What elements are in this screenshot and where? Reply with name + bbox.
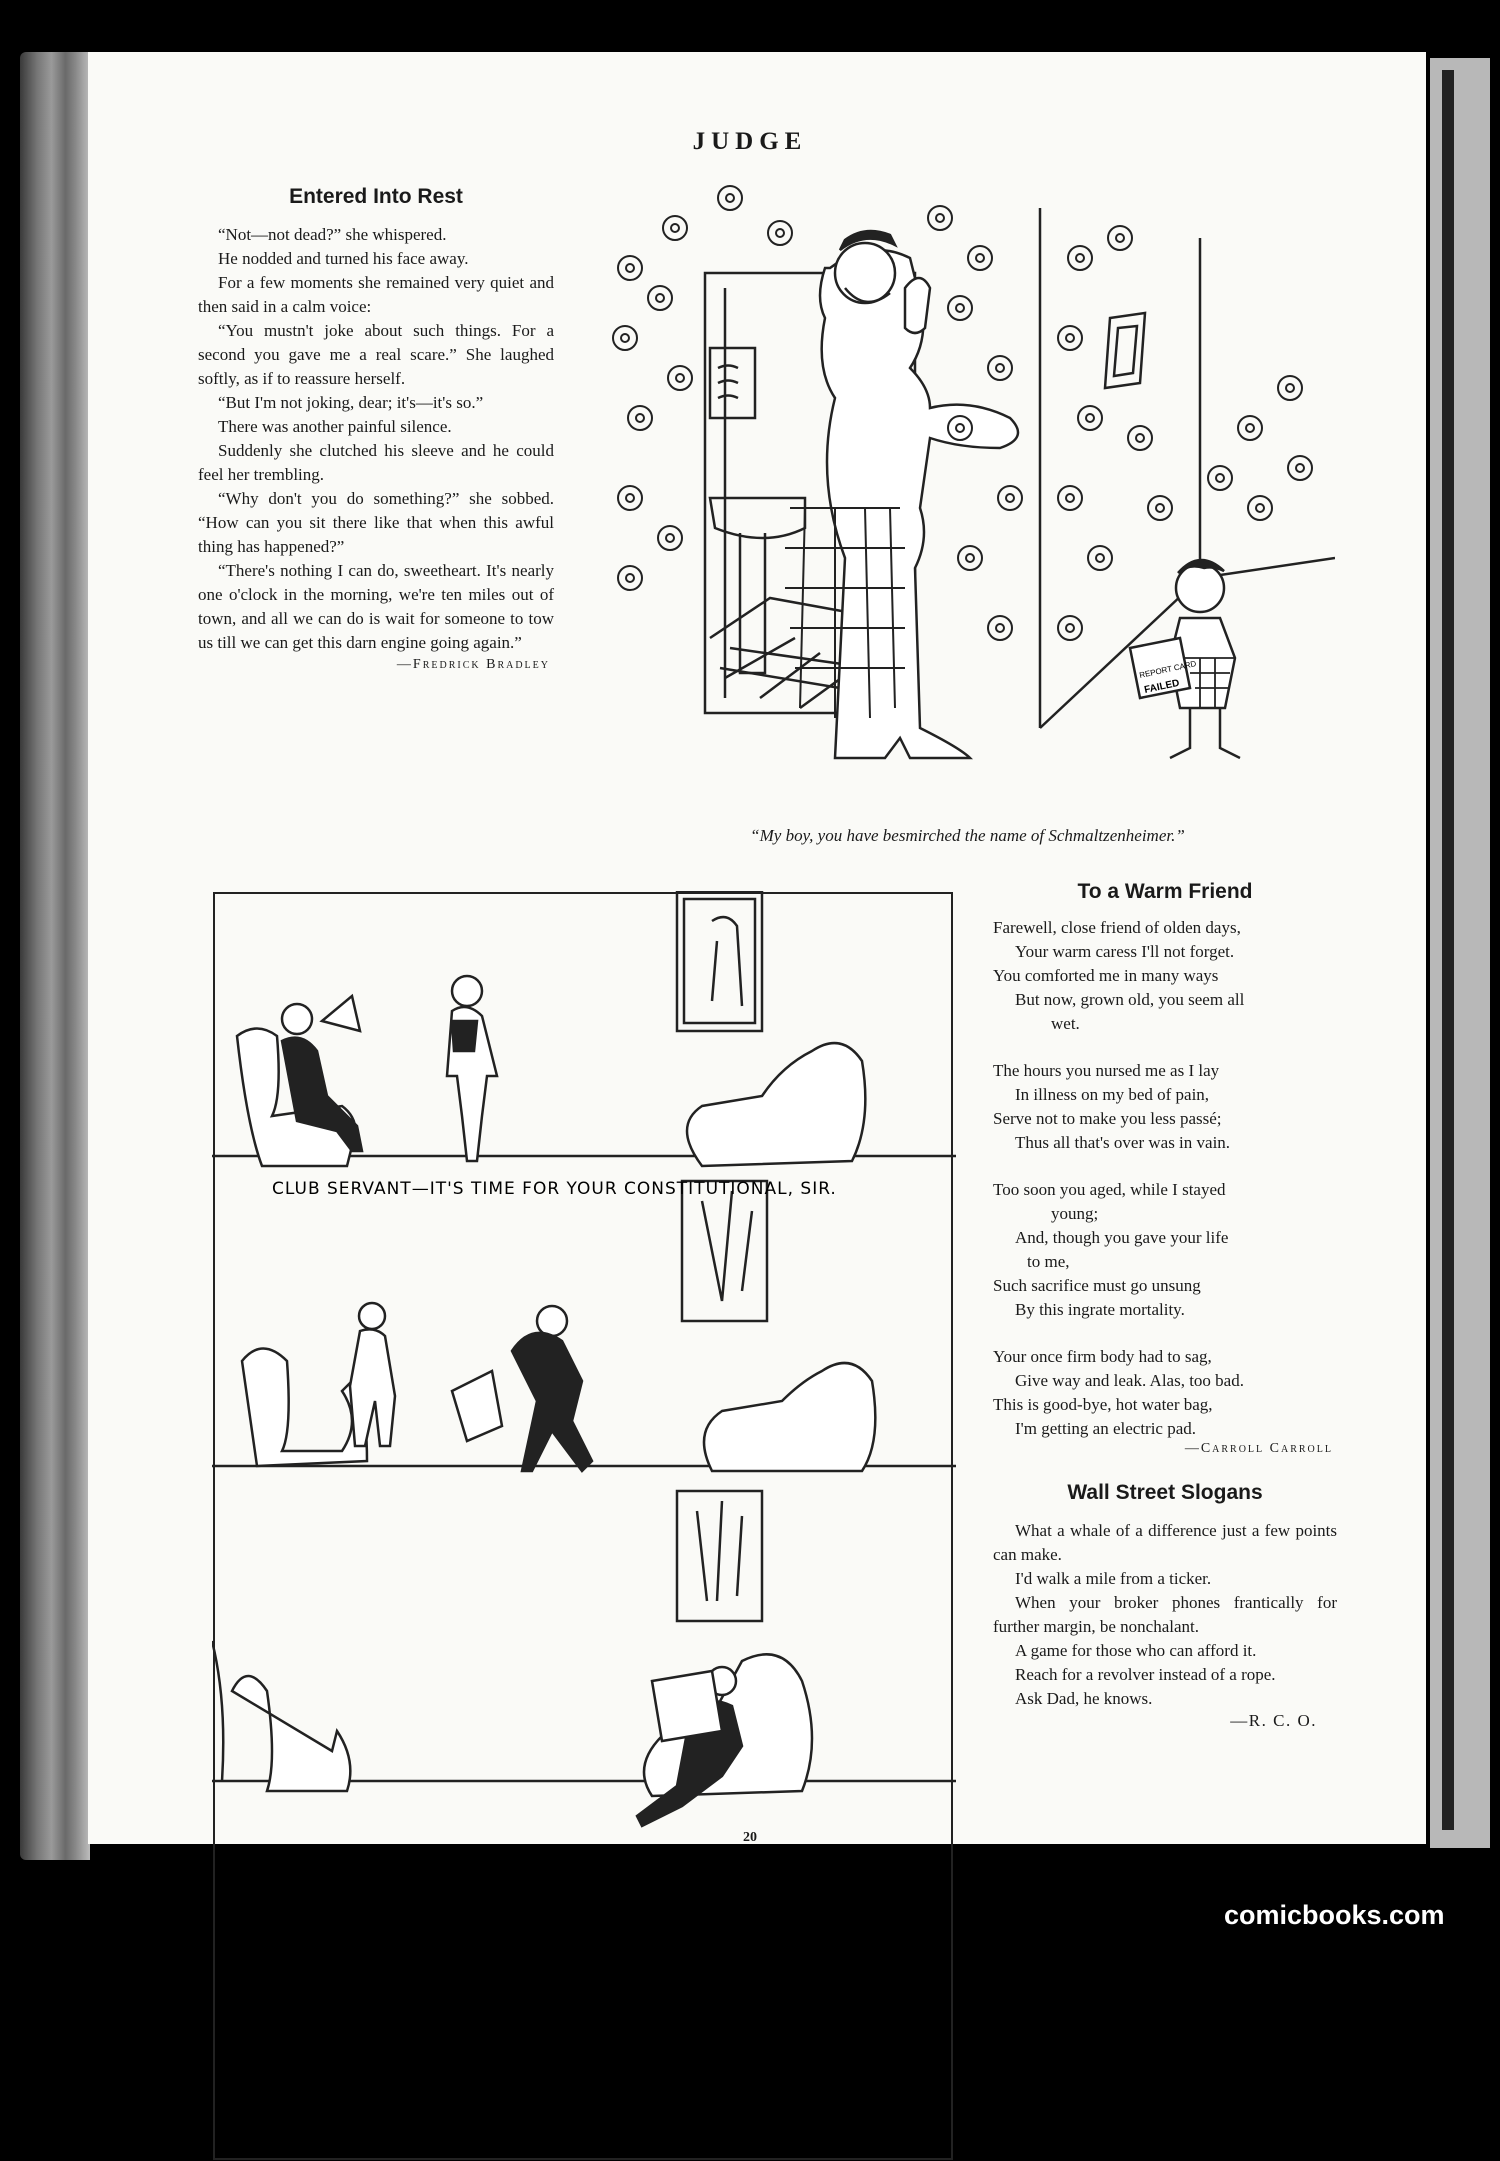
comic-dialogue: CLUB SERVANT—IT'S TIME FOR YOUR CONSTITUTIONAL, SIR.: [272, 1179, 837, 1199]
poem-line: Give way and leak. Alas, too bad.: [1015, 1371, 1244, 1390]
poem-body: [993, 916, 1337, 1457]
slogan-item: I'd walk a mile from a ticker.: [1015, 1569, 1212, 1588]
poem-line: In illness on my bed of pain,: [1015, 1085, 1210, 1104]
facing-page-edge: [1430, 58, 1490, 1848]
poem-byline: —Carroll Carroll: [1184, 1441, 1333, 1456]
masthead: JUDGE: [692, 128, 808, 155]
slogan-item: What a whale of a difference just a few points can make.: [993, 1521, 1337, 1564]
slogan-item: Ask Dad, he knows.: [1015, 1689, 1153, 1708]
poem-line: to me,: [1027, 1252, 1070, 1271]
poem-stanza: [993, 916, 1337, 1036]
poem-stanza: [993, 1178, 1337, 1322]
poem-line: This is good-bye, hot water bag,: [993, 1395, 1213, 1414]
story-paragraph: “Not—not dead?” she whispered.: [218, 225, 447, 244]
poem-line: Your warm caress I'll not forget.: [1015, 942, 1235, 961]
poem-line: But now, grown old, you seem all: [1015, 990, 1245, 1009]
cartoon-father-son: [600, 178, 1335, 803]
poem-line: And, though you gave your life: [1015, 1228, 1229, 1247]
story-paragraph: “There's nothing I can do, sweetheart. It's nearly one o'clock in the morning, we're ten miles out of town, and all we can do is wait for someone to tow us till we can get this darn engine going again.”: [198, 561, 554, 652]
binding-shadow: [1442, 70, 1454, 1830]
story-paragraph: “You mustn't joke about such things. For a second you gave me a real scare.” She laughed softly, as if to reassure herself.: [198, 321, 554, 388]
story-paragraph: Suddenly she clutched his sleeve and he could feel her trembling.: [198, 441, 554, 484]
poem-line: Your once firm body had to sag,: [993, 1347, 1212, 1366]
story-title: Entered Into Rest: [289, 185, 463, 208]
story-paragraph: There was another painful silence.: [218, 417, 452, 436]
poem-line: Thus all that's over was in vain.: [1015, 1133, 1231, 1152]
slogan-item: Reach for a revolver instead of a rope.: [1015, 1665, 1276, 1684]
poem-line: Too soon you aged, while I stayed: [993, 1180, 1226, 1199]
poem-line: young;: [1051, 1204, 1099, 1223]
slogan-item: When your broker phones frantically for further margin, be nonchalant.: [993, 1593, 1337, 1636]
story-paragraph: “Why don't you do something?” she sobbed. “How can you sit there like that when this awful thing has happened?”: [198, 489, 554, 556]
watermark: comicbooks.com: [1224, 1900, 1445, 1930]
report-card-label: REPORT CARD: [1138, 659, 1198, 680]
poem-line: By this ingrate mortality.: [1015, 1300, 1185, 1319]
poem-line: Such sacrifice must go unsung: [993, 1276, 1201, 1295]
slogans-list: [993, 1519, 1337, 1731]
book-edge: [20, 52, 90, 1860]
page-number: 20: [743, 1830, 757, 1845]
slogan-item: A game for those who can afford it.: [1015, 1641, 1257, 1660]
comic-club-servant: [212, 891, 956, 2161]
poem-stanza: [993, 1059, 1337, 1155]
story-column: [198, 185, 554, 673]
poem-line: I'm getting an electric pad.: [1015, 1419, 1197, 1438]
slogans-title: Wall Street Slogans: [1067, 1481, 1263, 1504]
poem-line: You comforted me in many ways: [993, 966, 1219, 985]
poem-stanza: [993, 1345, 1337, 1441]
poem-line: Farewell, close friend of olden days,: [993, 918, 1241, 937]
report-card-failed: FAILED: [1143, 677, 1181, 696]
story-paragraph: For a few moments she remained very quiet and then said in a calm voice:: [198, 273, 554, 316]
poem-title: To a Warm Friend: [1077, 880, 1253, 903]
story-byline: —Fredrick Bradley: [396, 657, 550, 672]
poem-line: The hours you nursed me as I lay: [993, 1061, 1220, 1080]
poem-line: wet.: [1051, 1014, 1080, 1033]
story-paragraph: “But I'm not joking, dear; it's—it's so.”: [218, 393, 484, 412]
slogans-byline: —R. C. O.: [1230, 1711, 1317, 1730]
poem-column: [993, 880, 1337, 1731]
story-paragraph: He nodded and turned his face away.: [218, 249, 469, 268]
poem-line: Serve not to make you less passé;: [993, 1109, 1222, 1128]
cartoon-caption: “My boy, you have besmirched the name of Schmaltzenheimer.”: [750, 826, 1185, 845]
